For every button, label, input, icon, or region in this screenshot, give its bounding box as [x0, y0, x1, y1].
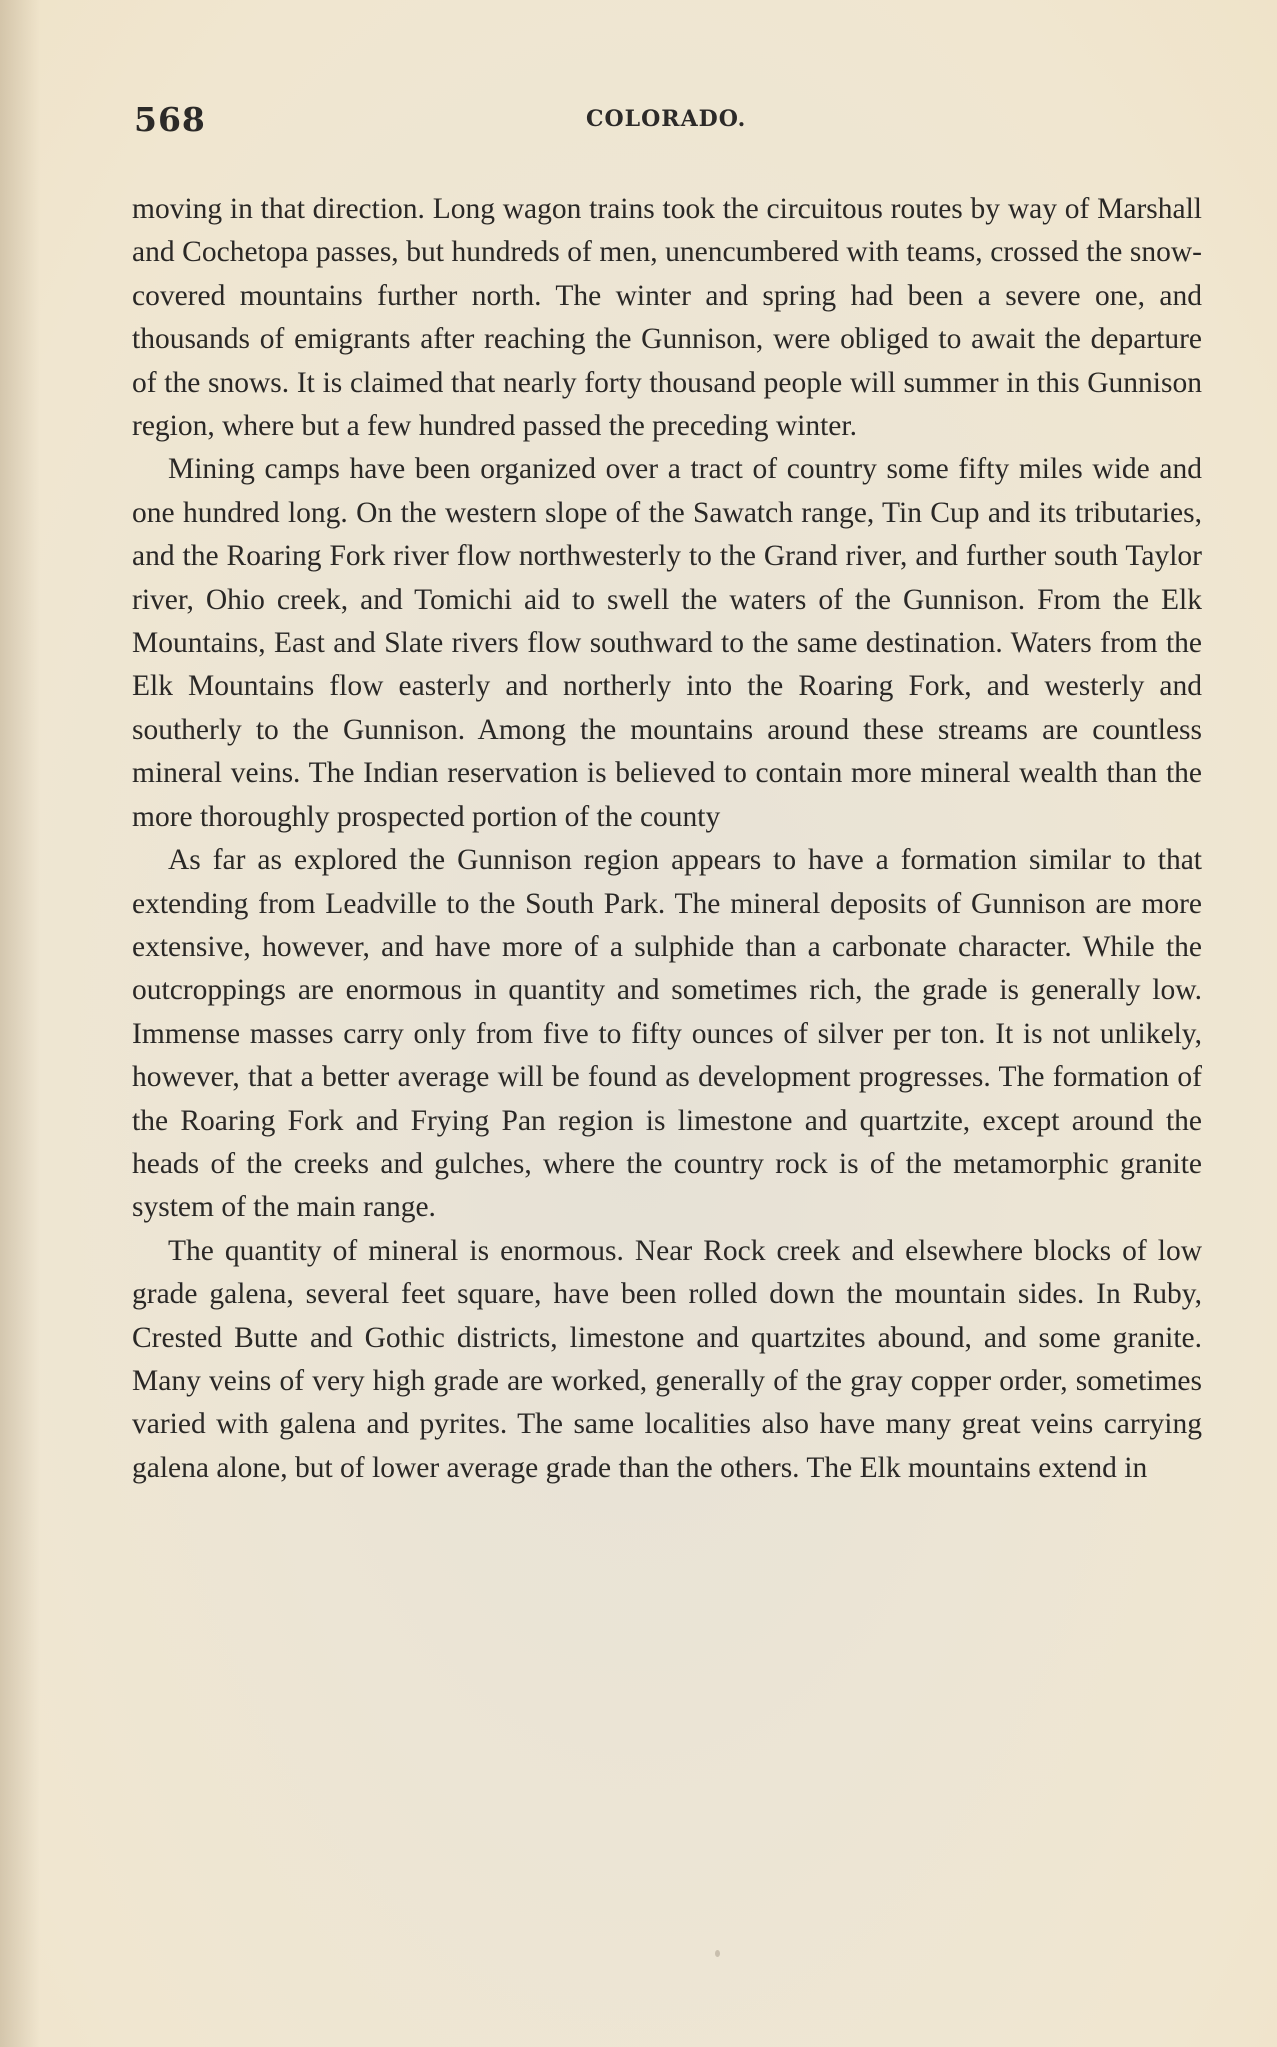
paragraph-mineral-quantity: The quantity of mineral is enormous. Near Rock creek and elsewhere blocks of low grade galena, several feet square, have been rolled down the mountain sides. In Ruby, Crested Butte and Gothic districts, limestone and quartzites abound, and some granite. Many veins of very high grade are worked, generally of the gray copper order, sometimes varied with galena and pyrites. The same localities also have many great veins carrying galena alone, but of lower average grade than the others. The Elk mountains extend in: [132, 1234, 1202, 1484]
page-gutter-shadow: [0, 0, 40, 2047]
page-body: [132, 188, 1202, 1490]
paper-speck: [715, 1950, 720, 1957]
paragraph-mining-camps: Mining camps have been organized over a tract of country some fifty miles wide and one hundred long. On the western slope of the Sawatch range, Tin Cup and its tributaries, and the Roaring Fork river flow northwesterly to the Grand river, and further south Taylor river, Ohio creek, and Tomichi aid to swell the waters of the Gunnison. From the Elk Mountains, East and Slate rivers flow southward to the same destination. Waters from the Elk Mountains flow easterly and northerly into the Roaring Fork, and westerly and southerly to the Gunnison. Among the mountains around these streams are countless mineral veins. The Indian reservation is believed to contain more mineral wealth than the more thoroughly prospected portion of the county: [132, 453, 1202, 833]
paragraph-formation: As far as explored the Gunnison region appears to have a formation similar to that extending from Leadville to the South Park. The mineral deposits of Gunnison are more extensive, however, and have more of a sulphide than a carbonate character. While the outcroppings are enormous in quantity and sometimes rich, the grade is generally low. Immense masses carry only from five to fifty ounces of silver per ton. It is not unlikely, however, that a better average will be found as development progresses. The formation of the Roaring Fork and Frying Pan region is limestone and quartzite, except around the heads of the creeks and gulches, where the country rock is of the metamorphic granite system of the main range.: [132, 844, 1202, 1224]
page-number: 568: [134, 100, 206, 139]
paragraph-continuation: moving in that direction. Long wagon trains took the circuitous routes by way of Marshall and Cochetopa passes, but hundreds of men, unencumbered with teams, crossed the snow-covered mountains further north. The winter and spring had been a severe one, and thousands of emigrants after reaching the Gunnison, were obliged to await the departure of the snows. It is claimed that nearly forty thousand people will summer in this Gunnison region, where but a few hundred passed the preceding winter.: [132, 193, 1202, 443]
page-header: [134, 100, 1204, 150]
running-head: COLORADO.: [586, 106, 747, 132]
